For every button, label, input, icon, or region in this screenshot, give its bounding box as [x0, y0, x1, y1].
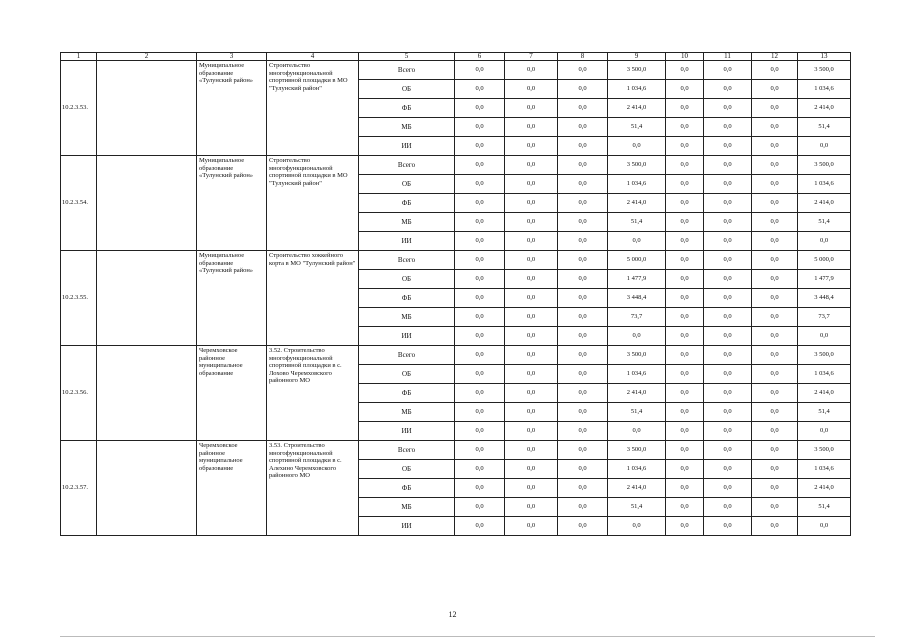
value-cell: 0,0	[558, 99, 608, 118]
activity-cell: 3.52. Строительство многофункциональной спортивной площадки в с. Лохово Черемховского районного МО	[267, 346, 359, 441]
value-cell: 0,0	[704, 308, 752, 327]
value-cell: 0,0	[455, 517, 505, 536]
value-cell: 0,0	[455, 175, 505, 194]
value-cell: 51,4	[608, 403, 666, 422]
value-cell: 51,4	[608, 498, 666, 517]
value-cell: 0,0	[455, 251, 505, 270]
executor-cell: Черемховское районное муниципальное образование	[197, 346, 267, 441]
funding-source-cell: ОБ	[359, 460, 455, 479]
value-cell: 0,0	[455, 270, 505, 289]
value-cell: 3 500,0	[608, 441, 666, 460]
value-cell: 0,0	[666, 99, 704, 118]
value-cell: 0,0	[666, 61, 704, 80]
value-cell: 51,4	[798, 403, 851, 422]
value-cell: 0,0	[558, 213, 608, 232]
value-cell: 0,0	[666, 365, 704, 384]
value-cell: 0,0	[558, 289, 608, 308]
value-cell: 0,0	[704, 156, 752, 175]
value-cell: 1 034,6	[608, 460, 666, 479]
value-cell: 2 414,0	[798, 99, 851, 118]
value-cell: 0,0	[704, 384, 752, 403]
table-row	[61, 441, 851, 460]
value-cell: 0,0	[505, 175, 558, 194]
value-cell: 1 034,6	[798, 80, 851, 99]
value-cell: 0,0	[505, 327, 558, 346]
value-cell: 0,0	[752, 118, 798, 137]
value-cell: 0,0	[505, 479, 558, 498]
funding-source-cell: МБ	[359, 213, 455, 232]
value-cell: 5 000,0	[608, 251, 666, 270]
value-cell: 0,0	[666, 213, 704, 232]
value-cell: 2 414,0	[608, 194, 666, 213]
value-cell: 51,4	[798, 213, 851, 232]
value-cell: 0,0	[752, 156, 798, 175]
value-cell: 2 414,0	[798, 194, 851, 213]
funding-source-cell: ИИ	[359, 327, 455, 346]
value-cell: 3 500,0	[798, 156, 851, 175]
funding-source-cell: ФБ	[359, 479, 455, 498]
value-cell: 1 034,6	[608, 80, 666, 99]
column-number: 8	[558, 53, 608, 61]
value-cell: 0,0	[752, 137, 798, 156]
value-cell: 0,0	[455, 289, 505, 308]
value-cell: 0,0	[505, 498, 558, 517]
value-cell: 0,0	[704, 403, 752, 422]
value-cell: 0,0	[704, 118, 752, 137]
column-number: 11	[704, 53, 752, 61]
value-cell: 0,0	[666, 308, 704, 327]
column-number: 7	[505, 53, 558, 61]
value-cell: 3 500,0	[798, 441, 851, 460]
value-cell: 0,0	[704, 270, 752, 289]
value-cell: 0,0	[666, 346, 704, 365]
value-cell: 0,0	[558, 403, 608, 422]
value-cell: 3 500,0	[798, 61, 851, 80]
value-cell: 0,0	[666, 422, 704, 441]
value-cell: 0,0	[455, 403, 505, 422]
executor-cell: Муниципальное образование «Тулунский район»	[197, 156, 267, 251]
value-cell: 0,0	[558, 422, 608, 441]
empty-cell	[97, 346, 197, 441]
column-number: 12	[752, 53, 798, 61]
value-cell: 0,0	[666, 175, 704, 194]
value-cell: 0,0	[455, 327, 505, 346]
value-cell: 0,0	[505, 137, 558, 156]
value-cell: 0,0	[455, 61, 505, 80]
value-cell: 0,0	[505, 61, 558, 80]
value-cell: 0,0	[752, 441, 798, 460]
value-cell: 0,0	[558, 251, 608, 270]
value-cell: 0,0	[752, 232, 798, 251]
value-cell: 0,0	[666, 80, 704, 99]
value-cell: 0,0	[505, 289, 558, 308]
value-cell: 0,0	[752, 479, 798, 498]
value-cell: 0,0	[558, 460, 608, 479]
footer-rule	[60, 636, 875, 637]
value-cell: 3 500,0	[608, 346, 666, 365]
value-cell: 0,0	[455, 460, 505, 479]
value-cell: 0,0	[505, 251, 558, 270]
value-cell: 0,0	[505, 308, 558, 327]
value-cell: 0,0	[505, 460, 558, 479]
value-cell: 3 448,4	[798, 289, 851, 308]
funding-source-cell: ФБ	[359, 289, 455, 308]
value-cell: 1 477,9	[608, 270, 666, 289]
page-number: 12	[448, 610, 457, 619]
value-cell: 0,0	[704, 327, 752, 346]
value-cell: 2 414,0	[798, 384, 851, 403]
value-cell: 0,0	[455, 80, 505, 99]
value-cell: 0,0	[704, 479, 752, 498]
value-cell: 0,0	[666, 251, 704, 270]
value-cell: 0,0	[752, 308, 798, 327]
value-cell: 0,0	[752, 213, 798, 232]
value-cell: 0,0	[752, 422, 798, 441]
measure-code-cell: 10.2.3.57.	[61, 441, 97, 536]
column-number: 1	[61, 53, 97, 61]
value-cell: 0,0	[798, 422, 851, 441]
value-cell: 5 000,0	[798, 251, 851, 270]
value-cell: 0,0	[455, 479, 505, 498]
value-cell: 73,7	[798, 308, 851, 327]
value-cell: 0,0	[752, 175, 798, 194]
value-cell: 0,0	[704, 99, 752, 118]
funding-source-cell: ИИ	[359, 232, 455, 251]
value-cell: 0,0	[752, 194, 798, 213]
value-cell: 0,0	[752, 61, 798, 80]
value-cell: 0,0	[666, 403, 704, 422]
value-cell: 0,0	[455, 213, 505, 232]
value-cell: 0,0	[704, 441, 752, 460]
value-cell: 0,0	[666, 194, 704, 213]
value-cell: 0,0	[558, 270, 608, 289]
column-number: 3	[197, 53, 267, 61]
program-table	[60, 52, 851, 536]
value-cell: 0,0	[704, 517, 752, 536]
value-cell: 0,0	[455, 441, 505, 460]
measure-code-cell: 10.2.3.55.	[61, 251, 97, 346]
activity-cell: 3.53. Строительство многофункциональной спортивной площадки в с. Алехино Черемховского районного МО	[267, 441, 359, 536]
value-cell: 0,0	[704, 251, 752, 270]
value-cell: 0,0	[558, 479, 608, 498]
value-cell: 0,0	[704, 365, 752, 384]
column-number: 9	[608, 53, 666, 61]
value-cell: 0,0	[505, 118, 558, 137]
funding-source-cell: ФБ	[359, 194, 455, 213]
value-cell: 0,0	[455, 365, 505, 384]
empty-cell	[97, 61, 197, 156]
value-cell: 0,0	[558, 365, 608, 384]
executor-cell: Муниципальное образование «Тулунский район»	[197, 61, 267, 156]
funding-source-cell: МБ	[359, 403, 455, 422]
value-cell: 1 034,6	[798, 365, 851, 384]
value-cell: 0,0	[752, 80, 798, 99]
value-cell: 0,0	[666, 384, 704, 403]
measure-code-cell: 10.2.3.53.	[61, 61, 97, 156]
value-cell: 0,0	[666, 479, 704, 498]
empty-cell	[97, 156, 197, 251]
value-cell: 0,0	[704, 422, 752, 441]
value-cell: 0,0	[798, 137, 851, 156]
value-cell: 0,0	[455, 346, 505, 365]
value-cell: 3 500,0	[608, 156, 666, 175]
value-cell: 0,0	[666, 460, 704, 479]
value-cell: 51,4	[798, 118, 851, 137]
value-cell: 1 477,9	[798, 270, 851, 289]
value-cell: 0,0	[608, 327, 666, 346]
value-cell: 51,4	[608, 213, 666, 232]
funding-source-cell: МБ	[359, 308, 455, 327]
funding-source-cell: Всего	[359, 346, 455, 365]
value-cell: 0,0	[558, 232, 608, 251]
table-row	[61, 61, 851, 80]
value-cell: 1 034,6	[608, 365, 666, 384]
value-cell: 0,0	[505, 270, 558, 289]
value-cell: 0,0	[704, 137, 752, 156]
value-cell: 0,0	[666, 137, 704, 156]
value-cell: 0,0	[455, 99, 505, 118]
value-cell: 0,0	[704, 346, 752, 365]
value-cell: 0,0	[455, 422, 505, 441]
funding-source-cell: ФБ	[359, 99, 455, 118]
value-cell: 0,0	[798, 232, 851, 251]
value-cell: 0,0	[752, 498, 798, 517]
value-cell: 0,0	[608, 517, 666, 536]
value-cell: 51,4	[608, 118, 666, 137]
value-cell: 0,0	[558, 80, 608, 99]
value-cell: 0,0	[752, 517, 798, 536]
value-cell: 0,0	[752, 346, 798, 365]
value-cell: 2 414,0	[798, 479, 851, 498]
value-cell: 0,0	[558, 137, 608, 156]
value-cell: 3 500,0	[798, 346, 851, 365]
value-cell: 0,0	[505, 517, 558, 536]
value-cell: 2 414,0	[608, 384, 666, 403]
value-cell: 0,0	[558, 118, 608, 137]
value-cell: 0,0	[704, 194, 752, 213]
value-cell: 0,0	[608, 232, 666, 251]
value-cell: 0,0	[608, 422, 666, 441]
funding-source-cell: Всего	[359, 61, 455, 80]
value-cell: 0,0	[455, 118, 505, 137]
value-cell: 0,0	[455, 384, 505, 403]
column-number: 6	[455, 53, 505, 61]
funding-source-cell: ОБ	[359, 270, 455, 289]
value-cell: 0,0	[704, 61, 752, 80]
value-cell: 73,7	[608, 308, 666, 327]
value-cell: 0,0	[505, 441, 558, 460]
funding-source-cell: Всего	[359, 251, 455, 270]
measure-code-cell: 10.2.3.54.	[61, 156, 97, 251]
activity-cell: Строительство хоккейного корта в МО "Тулунский район"	[267, 251, 359, 346]
executor-cell: Черемховское районное муниципальное образование	[197, 441, 267, 536]
value-cell: 0,0	[558, 384, 608, 403]
value-cell: 0,0	[505, 156, 558, 175]
value-cell: 0,0	[505, 194, 558, 213]
value-cell: 0,0	[505, 232, 558, 251]
funding-source-cell: ОБ	[359, 80, 455, 99]
value-cell: 0,0	[666, 156, 704, 175]
value-cell: 0,0	[455, 137, 505, 156]
value-cell: 1 034,6	[798, 175, 851, 194]
value-cell: 0,0	[704, 460, 752, 479]
value-cell: 0,0	[505, 365, 558, 384]
executor-cell: Муниципальное образование «Тулунский район»	[197, 251, 267, 346]
funding-source-cell: МБ	[359, 118, 455, 137]
value-cell: 0,0	[752, 365, 798, 384]
value-cell: 0,0	[455, 194, 505, 213]
funding-source-cell: Всего	[359, 441, 455, 460]
column-number: 5	[359, 53, 455, 61]
value-cell: 0,0	[505, 80, 558, 99]
value-cell: 0,0	[558, 498, 608, 517]
value-cell: 0,0	[704, 80, 752, 99]
value-cell: 0,0	[752, 270, 798, 289]
table-row	[61, 156, 851, 175]
value-cell: 0,0	[704, 232, 752, 251]
value-cell: 0,0	[558, 175, 608, 194]
value-cell: 3 500,0	[608, 61, 666, 80]
value-cell: 51,4	[798, 498, 851, 517]
value-cell: 0,0	[704, 498, 752, 517]
column-number: 13	[798, 53, 851, 61]
funding-source-cell: ОБ	[359, 365, 455, 384]
value-cell: 0,0	[505, 213, 558, 232]
column-number: 4	[267, 53, 359, 61]
value-cell: 0,0	[455, 232, 505, 251]
value-cell: 0,0	[505, 99, 558, 118]
funding-source-cell: МБ	[359, 498, 455, 517]
value-cell: 0,0	[455, 156, 505, 175]
table-row	[61, 251, 851, 270]
value-cell: 0,0	[666, 517, 704, 536]
value-cell: 2 414,0	[608, 99, 666, 118]
value-cell: 0,0	[666, 232, 704, 251]
value-cell: 0,0	[505, 422, 558, 441]
value-cell: 0,0	[752, 403, 798, 422]
funding-source-cell: ИИ	[359, 517, 455, 536]
table-row	[61, 346, 851, 365]
empty-cell	[97, 441, 197, 536]
value-cell: 0,0	[752, 384, 798, 403]
value-cell: 0,0	[666, 289, 704, 308]
value-cell: 0,0	[558, 517, 608, 536]
value-cell: 0,0	[798, 327, 851, 346]
value-cell: 0,0	[558, 194, 608, 213]
table-body	[61, 53, 851, 536]
empty-cell	[97, 251, 197, 346]
funding-source-cell: ИИ	[359, 422, 455, 441]
value-cell: 0,0	[455, 498, 505, 517]
funding-source-cell: ОБ	[359, 175, 455, 194]
column-number-row	[61, 53, 851, 61]
column-number: 10	[666, 53, 704, 61]
value-cell: 0,0	[558, 156, 608, 175]
value-cell: 0,0	[558, 441, 608, 460]
value-cell: 3 448,4	[608, 289, 666, 308]
value-cell: 0,0	[752, 251, 798, 270]
value-cell: 0,0	[666, 118, 704, 137]
value-cell: 0,0	[558, 327, 608, 346]
value-cell: 0,0	[505, 346, 558, 365]
value-cell: 0,0	[455, 308, 505, 327]
value-cell: 0,0	[505, 384, 558, 403]
value-cell: 0,0	[798, 517, 851, 536]
value-cell: 0,0	[704, 213, 752, 232]
value-cell: 0,0	[666, 270, 704, 289]
value-cell: 0,0	[505, 403, 558, 422]
activity-cell: Строительство многофункциональной спортивной площадки в МО "Тулунский район"	[267, 61, 359, 156]
value-cell: 0,0	[558, 346, 608, 365]
funding-source-cell: Всего	[359, 156, 455, 175]
funding-source-cell: ИИ	[359, 137, 455, 156]
value-cell: 0,0	[558, 61, 608, 80]
column-number: 2	[97, 53, 197, 61]
value-cell: 0,0	[608, 137, 666, 156]
value-cell: 0,0	[704, 289, 752, 308]
funding-source-cell: ФБ	[359, 384, 455, 403]
value-cell: 0,0	[752, 327, 798, 346]
value-cell: 0,0	[666, 498, 704, 517]
value-cell: 0,0	[666, 441, 704, 460]
activity-cell: Строительство многофункциональной спортивной площадки в МО "Тулунский район"	[267, 156, 359, 251]
value-cell: 0,0	[558, 308, 608, 327]
measure-code-cell: 10.2.3.56.	[61, 346, 97, 441]
value-cell: 0,0	[704, 175, 752, 194]
value-cell: 0,0	[752, 460, 798, 479]
value-cell: 2 414,0	[608, 479, 666, 498]
value-cell: 0,0	[666, 327, 704, 346]
value-cell: 0,0	[752, 99, 798, 118]
value-cell: 0,0	[752, 289, 798, 308]
value-cell: 1 034,6	[608, 175, 666, 194]
document-page	[60, 52, 851, 536]
value-cell: 1 034,6	[798, 460, 851, 479]
